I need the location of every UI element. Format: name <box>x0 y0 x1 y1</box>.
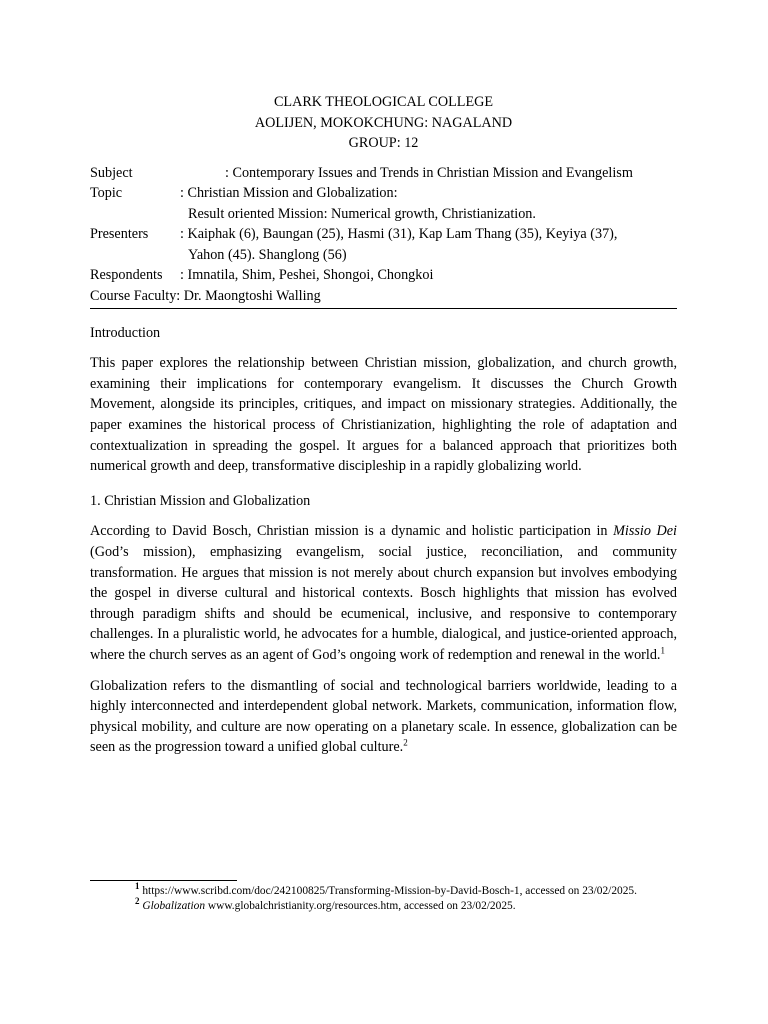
document-page <box>90 92 677 758</box>
presenters-value: : Kaiphak (6), Baungan (25), Hasmi (31), Kap Lam Thang (35), Keyiya (37), <box>180 226 618 243</box>
faculty-row <box>90 286 677 307</box>
respondents-label: Respondents <box>90 267 163 284</box>
intro-paragraph: This paper explores the relationship between Christian mission, globalization, and church growth, examining their implications for contemporary evangelism. It discusses the Church Growth Movement, alongside its principles, critiques, and impact on missionary strategies. Additionally, the paper examines the historical process of Christianization, highlighting the role of adaptation and contextualization in spreading the gospel. It argues for a balanced approach that prioritizes both numerical growth and deep, transformative discipleship in a rapidly globalizing world. <box>90 355 677 475</box>
topic-row <box>90 183 677 224</box>
college-name: CLARK THEOLOGICAL COLLEGE <box>273 94 494 110</box>
subject-label: Subject <box>90 164 133 181</box>
footnote-1-text: https://www.scribd.com/doc/242100825/Transforming-Mission-by-David-Bosch-1, accessed on 23/02/2025. <box>139 885 637 897</box>
college-address: AOLIJEN, MOKOKCHUNG: NAGALAND <box>254 114 513 131</box>
respondents-row <box>90 265 677 286</box>
footnote-2-title: Globalization <box>142 900 206 913</box>
footnote-ref-2[interactable]: 2 <box>403 737 408 748</box>
section-heading-mission-globalization: 1. Christian Mission and Globalization <box>90 492 311 509</box>
topic-label: Topic <box>90 185 123 202</box>
header-divider <box>90 308 677 309</box>
faculty-value: Dr. Maongtoshi Walling <box>180 288 321 305</box>
subject-value: : Contemporary Issues and Trends in Christian Mission and Evangelism <box>225 164 633 181</box>
topic-continuation: Result oriented Mission: Numerical growth, Christianization. <box>188 205 536 222</box>
bosch-paragraph: According to David Bosch, Christian mission is a dynamic and holistic participation in Missio Dei (God’s mission), emphasizing evangelism, social justice, reconciliation, and community transformation. He argues that mission is not merely about church expansion but involves embodying the gospel in diverse cultural and historical contexts. Bosch highlights that mission has evolved through paradigm shifts and should be ecumenical, inclusive, and responsive to contemporary challenges. In a pluralistic world, he advocates for a humble, dialogical, and justice-oriented approach, where the church serves as an agent of God’s ongoing work of redemption and renewal in the world.$^1$ <box>90 523 677 663</box>
subject-row <box>90 163 677 184</box>
title-block <box>90 92 677 154</box>
footnote-2-text: www.globalchristianity.org/resources.htm, accessed on 23/02/2025. <box>205 900 516 913</box>
footnote-divider <box>90 880 237 881</box>
footnotes <box>90 880 677 914</box>
metadata-block <box>90 163 677 309</box>
globalization-paragraph: Globalization refers to the dismantling of social and technological barriers worldwide, leading to a highly interconnected and interdependent global network. Markets, communication, information flow, physical mobility, and culture are now operating on a planetary scale. In essence, globalization can be seen as the progression toward a unified global culture.$^2$ <box>90 677 677 756</box>
faculty-label: Course Faculty: <box>90 288 181 305</box>
presenters-label: Presenters <box>90 226 149 243</box>
presenters-continuation: Yahon (45). Shanglong (56) <box>188 246 347 263</box>
missio-dei-term: Missio Dei <box>613 523 677 540</box>
footnote-ref-1[interactable]: 1 <box>660 645 665 656</box>
section-heading-introduction: Introduction <box>90 324 161 341</box>
respondents-value: : Imnatila, Shim, Peshei, Shongoi, Chongkoi <box>180 267 434 284</box>
presenters-row <box>90 224 677 265</box>
topic-value: : Christian Mission and Globalization: <box>180 185 398 202</box>
group-number: GROUP: 12 <box>348 135 419 151</box>
footnote-2: $^2$ Globalization www.globalchristianity.org/resources.htm, accessed on 23/02/2025. <box>135 896 516 913</box>
footnote-1: $^1$ https://www.scribd.com/doc/242100825/Transforming-Mission-by-David-Bosch-1, accessed on 23/02/2025. <box>135 881 637 897</box>
